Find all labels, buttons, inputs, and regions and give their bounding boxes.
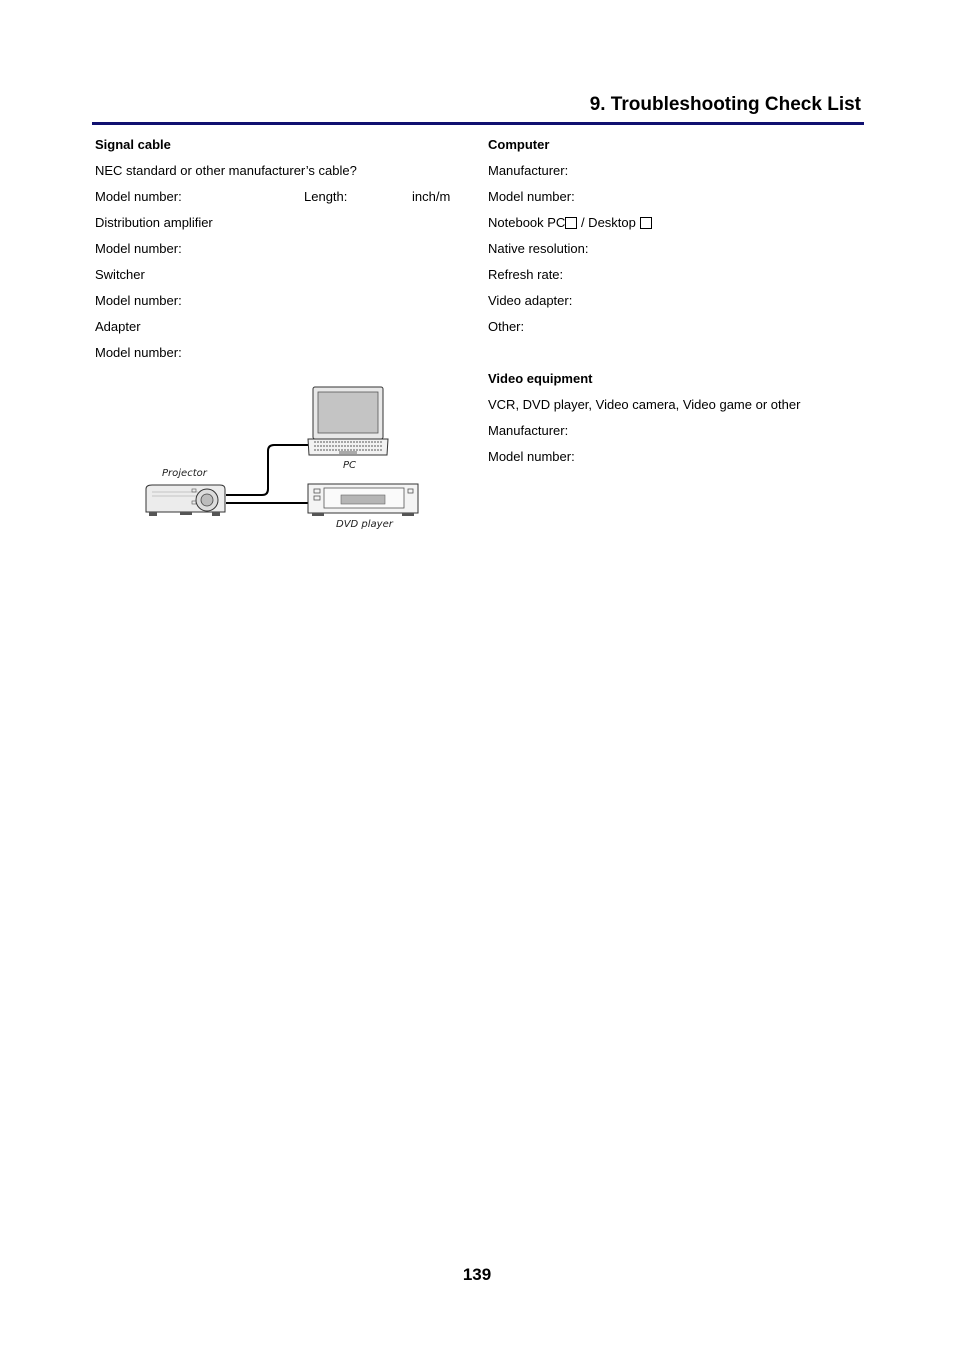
video-manufacturer-label: Manufacturer: [488,423,569,438]
pc-cable [226,445,316,495]
video-equipment-heading: Video equipment [488,371,593,386]
notebook-pc-label: Notebook PC [488,215,566,230]
adapter-model-label: Model number: [95,345,182,360]
computer-heading: Computer [488,137,550,152]
notebook-pc-checkbox[interactable] [565,217,577,229]
section-spacer [488,345,868,371]
pc-label: PC [343,460,357,471]
signal-cable-heading: Signal cable [95,137,171,152]
switcher-label: Switcher [95,267,145,282]
other-label: Other: [488,319,525,334]
connection-diagram-svg [140,383,430,533]
video-equipment-types: VCR, DVD player, Video camera, Video game or other [488,397,801,412]
projector-icon [146,485,225,516]
cable-length-label: Length: [304,189,348,204]
cable-model-label: Model number: [95,189,182,204]
amplifier-model-label: Model number: [95,241,182,256]
switcher-model-label: Model number: [95,293,182,308]
signal-cable-section [95,137,465,371]
cable-manufacturer-question: NEC standard or other manufacturer’s cable? [95,163,357,178]
projector-label: Projector [162,468,207,479]
computer-section [488,137,868,475]
page-title: 9. Troubleshooting Check List [589,94,861,115]
cable-length-unit: inch/m [412,189,451,204]
computer-type-row [488,215,868,241]
cable-model-row [95,189,465,215]
video-model-label: Model number: [488,449,575,464]
computer-manufacturer-label: Manufacturer: [488,163,569,178]
adapter-label: Adapter [95,319,141,334]
video-adapter-label: Video adapter: [488,293,573,308]
desktop-checkbox[interactable] [640,217,652,229]
connection-diagram [140,383,430,533]
dvd-player-icon [308,484,418,516]
computer-model-label: Model number: [488,189,575,204]
native-resolution-label: Native resolution: [488,241,589,256]
refresh-rate-label: Refresh rate: [488,267,564,282]
dvd-player-label: DVD player [336,519,393,530]
page-number: 139 [462,1265,492,1284]
laptop-icon [308,387,388,455]
distribution-amplifier-label: Distribution amplifier [95,215,213,230]
title-rule [92,122,864,125]
desktop-label: / Desktop [580,215,636,230]
